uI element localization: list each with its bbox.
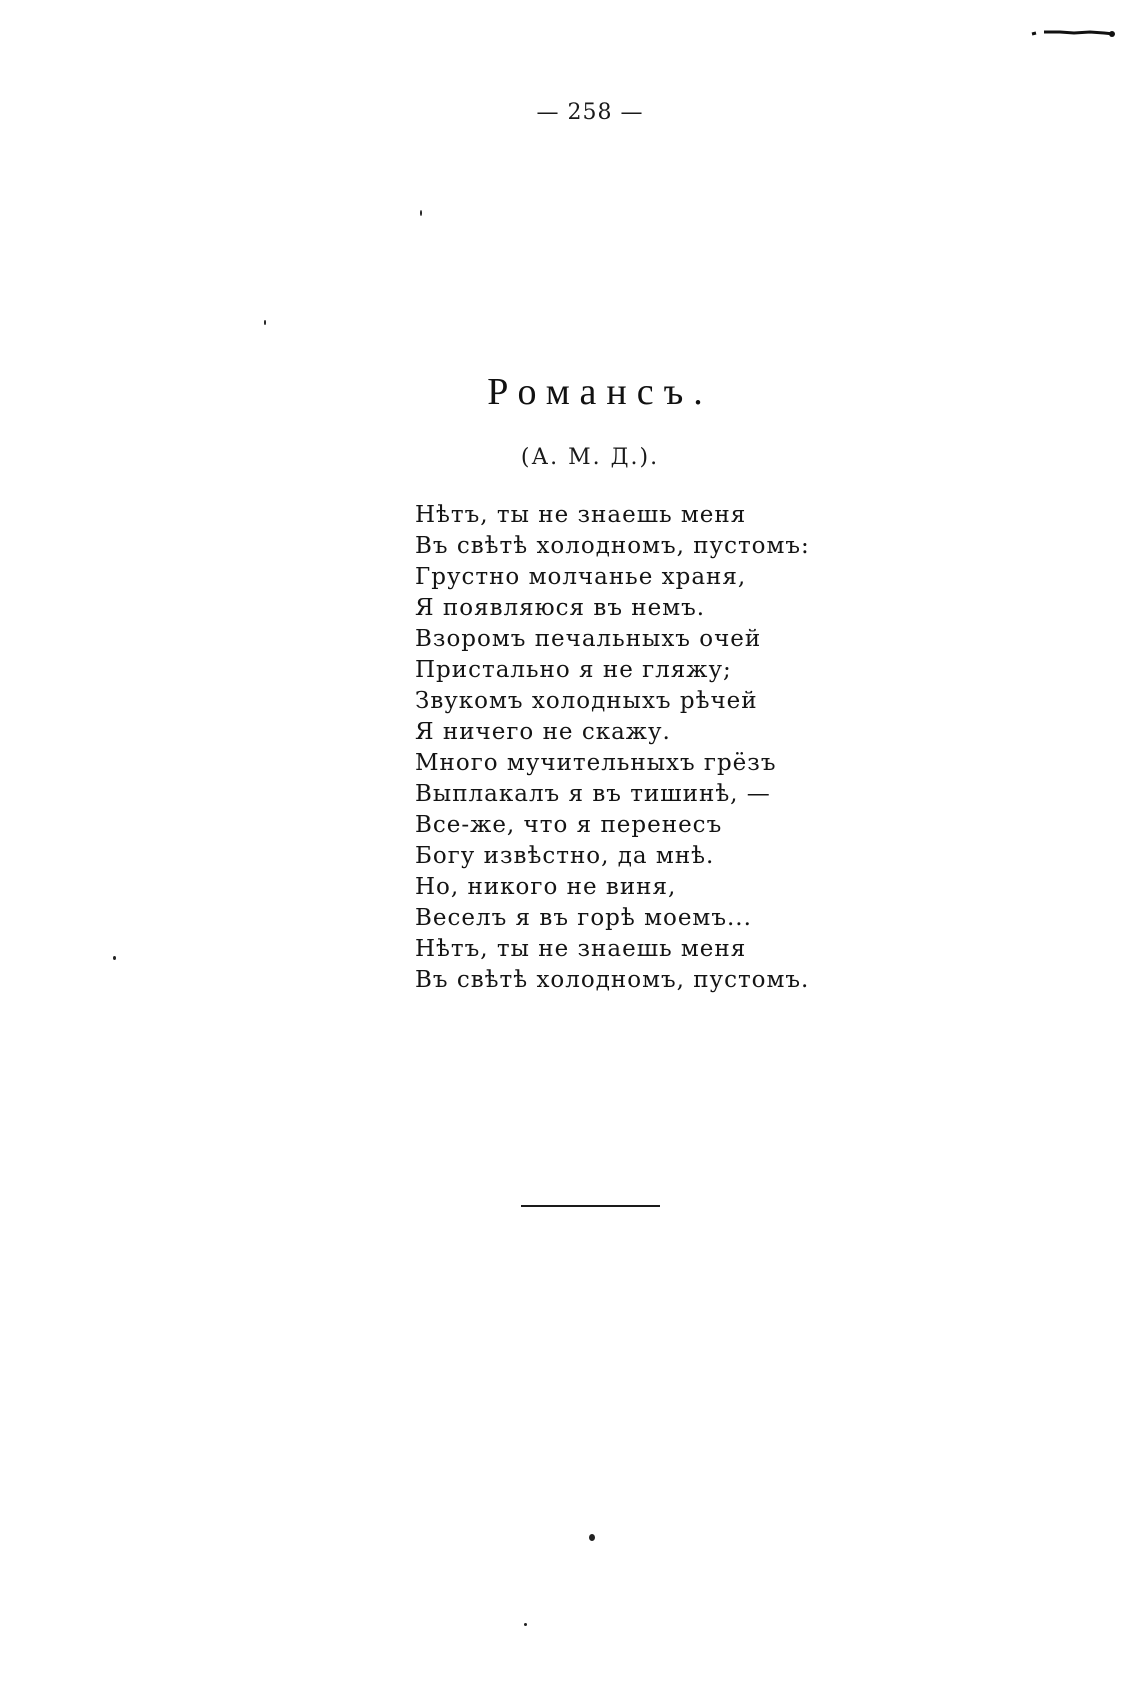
poem-title: Романсъ. (487, 371, 713, 413)
verse-line: Звукомъ холодныхъ рѣчей (415, 688, 758, 714)
verse-line: Нѣтъ, ты не знаешь меня (415, 502, 747, 528)
verse-line: Выплакалъ я въ тишинѣ, — (415, 781, 771, 807)
verse-line: Много мучительныхъ грёзъ (415, 750, 777, 776)
verse-line: Богу извѣстно, да мнѣ. (415, 843, 715, 869)
verse-line: Грустно молчанье храня, (415, 564, 747, 590)
scan-speck (589, 1534, 595, 1541)
verse-line: Въ свѣтѣ холодномъ, пустомъ. (415, 967, 810, 993)
verse-line: Веселъ я въ горѣ моемъ... (415, 905, 752, 931)
verse-line: Нѣтъ, ты не знаешь меня (415, 936, 747, 962)
scan-speck (420, 210, 422, 216)
verse-line: Я появляюся въ немъ. (415, 595, 706, 621)
verse-line: Но, никого не виня, (415, 874, 677, 900)
section-end-rule (521, 1205, 660, 1207)
verse-line: Взоромъ печальныхъ очей (415, 626, 762, 652)
verse-line: Пристально я не гляжу; (415, 657, 732, 683)
poem-dedication: (А. М. Д.). (520, 445, 660, 470)
page-number: — 258 — (536, 100, 644, 125)
verse-line: Въ свѣтѣ холодномъ, пустомъ: (415, 533, 810, 559)
verse-line: Я ничего не скажу. (415, 719, 671, 745)
scan-speck (264, 320, 266, 325)
poem-stanza (415, 500, 975, 996)
scan-speck (524, 1623, 527, 1626)
verse-line: Все-же, что я перенесъ (415, 812, 723, 838)
scan-speck (113, 956, 116, 960)
scan-artifact-mark (1030, 28, 1116, 38)
